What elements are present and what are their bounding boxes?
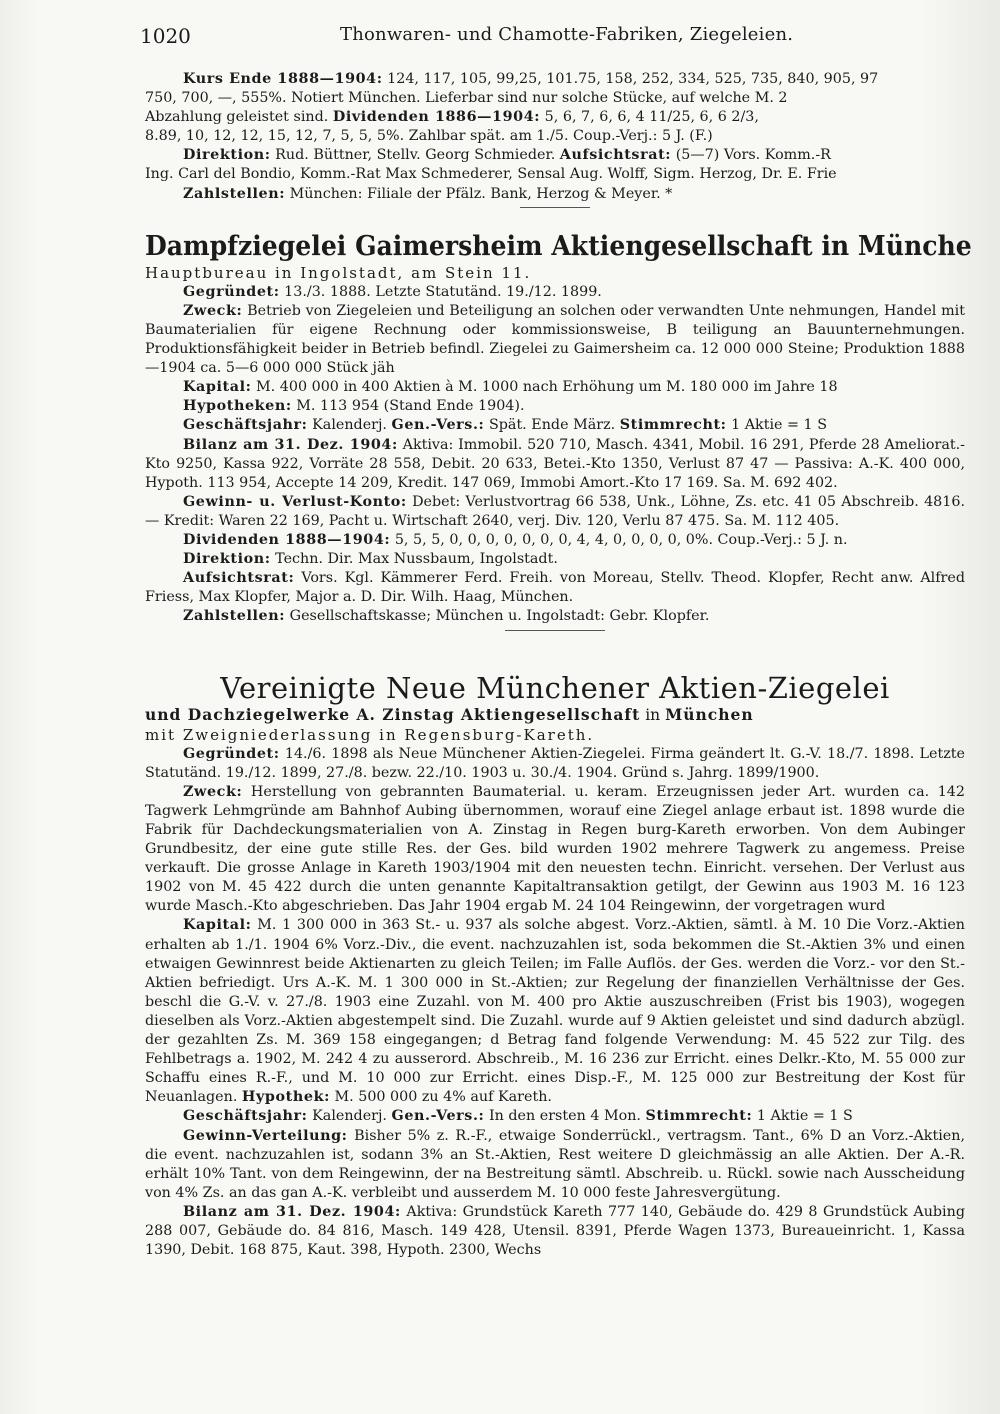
page-number: 1020 bbox=[140, 24, 191, 48]
zweck: Zweck: Herstellung von gebrannten Baumaterial. u. keram. Erzeugnissen jeder Art. wurden ca. 142 Tagwerk Lehmgründe am Bahnhof Aubing übernommen, worauf eine Ziegel anlage erbaut ist. 1898 wurde die Fabrik für Dachdeckungsmaterialien von A. Zinstag in Regen burg-Kareth erworben. Von dem Aubinger Grundbesitz, der eine gute stille Res. der Ges. bild wurden 1902 mehrere Tagwerk zu angemess. Preise verkauft. Die grosse Anlage in Kareth 1903/1904 mit den neuesten techn. Einricht. versehen. Der Verlust aus 1902 von M. 45 422 durch die unten genannte Kapitaltransaktion getilgt, der Gewinn aus 1903 M. 16 123 wurde Masch.-Kto abgeschrieben. Das Jahr 1904 ergab M. 24 104 Reingewinn, der vorgetragen wurd bbox=[145, 783, 965, 915]
hypotheken: Hypotheken: M. 113 954 (Stand Ende 1904). bbox=[183, 398, 525, 415]
aufsichtsrat-names: Ing. Carl del Bondio, Komm.-Rat Max Schmederer, Sensal Aug. Wolff, Sigm. Herzog, Dr. E. Frie bbox=[145, 166, 837, 183]
entry-continued-company bbox=[145, 70, 965, 208]
company-subtitle: mit Zweigniederlassung in Regensburg-Kareth. bbox=[145, 725, 595, 744]
bilanz: Bilanz am 31. Dez. 1904: Aktiva: Immobil. 520 710, Masch. 4341, Mobil. 16 291, Pferde 28 Ameliorat.-Kto 9250, Kassa 922, Vorräte 28 558, Debit. 20 633, Betei.-Kto 1350, Verlust 87 47 — Passiva: A.-K. 400 000, Hypoth. 113 954, Accepte 14 209, Kredit. 147 069, Immobi Amort.-Kto 17 169. Sa. M. 692 402. bbox=[145, 436, 965, 491]
page-header bbox=[140, 24, 960, 64]
bilanz: Bilanz am 31. Dez. 1904: Aktiva: Grundstück Kareth 777 140, Gebäude do. 429 8 Grundstück Aubing 288 007, Gebäude do. 84 816, Masch. 149 428, Utensil. 8391, Pferde Wagen 1373, Bureaueinricht. 1, Kassa 1390, Debit. 168 875, Kaut. 398, Hypoth. 2300, Wechs bbox=[145, 1203, 965, 1259]
dividenden-values: 8.89, 10, 12, 12, 15, 12, 7, 5, 5, 5%. Zahlbar spät. am 1./5. Coup.-Verj.: 5 J. (F.) bbox=[145, 128, 713, 145]
gewinn-verteilung: Gewinn-Verteilung: Bisher 5% z. R.-F., etwaige Sonderrückl., vertragsm. Tant., 6% D an Vorz.-Aktien, die event. nachzuzahlen ist, sodann 3% an St.-Aktien, Rest weitere D gleichmässig an alle Aktien. Der A.-R. erhält 10% Tant. von dem Reingewinn, der na Bestreitung sämtl. Abschreib. u. Rückl. sowie nach Ausscheidung von 4% Zs. an das gan A.-K. verbleibt und ausserdem M. 10 000 feste Jahresvergütung. bbox=[145, 1127, 965, 1201]
running-title: Thonwaren- und Chamotte-Fabriken, Ziegeleien. bbox=[340, 24, 794, 45]
geschaeftsjahr: Geschäftsjahr: Kalenderj. Gen.-Vers.: Spät. Ende März. Stimmrecht: 1 Aktie = 1 S bbox=[183, 417, 827, 434]
section-divider bbox=[520, 207, 590, 208]
gegruendet: Gegründet: 14./6. 1898 als Neue Münchener Aktien-Ziegelei. Firma geändert lt. G.-V. 18./7. 1898. Letzte Statutänd. 19./12. 1899, 27./8. bezw. 22./10. 1903 u. 30./4. 1904. Gründ s. Jahrg. 1899/1900. bbox=[145, 745, 965, 781]
zahlstellen-line: Zahlstellen: München: Filiale der Pfälz. Bank, Herzog & Meyer. * bbox=[183, 185, 673, 202]
company-title: Dampfziegelei Gaimersheim Aktiengesellschaft in Münche bbox=[145, 230, 972, 262]
company-title: Vereinigte Neue Münchener Aktien-Ziegelei bbox=[220, 671, 890, 706]
dividenden: Dividenden 1888—1904: 5, 5, 5, 0, 0, 0, 0, 0, 0, 0, 4, 4, 0, 0, 0, 0, 0%. Coup.-Verj.: 5 J. n. bbox=[183, 531, 848, 548]
company-title-line2: und Dachziegelwerke A. Zinstag Aktiengesellschaft in München bbox=[145, 705, 754, 725]
direktion: Direktion: Techn. Dir. Max Nussbaum, Ingolstadt. bbox=[183, 551, 558, 568]
kapital: Kapital: M. 400 000 in 400 Aktien à M. 1000 nach Erhöhung um M. 180 000 im Jahre 18 bbox=[183, 379, 838, 396]
dividenden-line: Abzahlung geleistet sind. Dividenden 1886—1904: 5, 6, 7, 6, 6, 4 11/25, 6, 6 2/3, bbox=[145, 109, 759, 126]
kurs-note: 750, 700, —, 555%. Notiert München. Lieferbar sind nur solche Stücke, auf welche M. 2 bbox=[145, 90, 788, 107]
kapital: Kapital: M. 1 300 000 in 363 St.- u. 937 als solche abgest. Vorz.-Aktien, sämtl. à M. 10 Die Vorz.-Aktien erhalten ab 1./1. 1904 6% Vorz.-Div., die event. nachzuzahlen ist, soda bekommen die St.-Aktien 3% und einen etwaigen Gewinnrest beide Aktienarten zu gleich Teilen; im Falle Auflös. der Ges. werden die Vorz.- vor den St.-Aktien befriedigt. Urs A.-K. M. 1 300 000 in St.-Aktien; zur Regelung der finanziellen Verhältnisse der Ges. beschl die G.-V. v. 27./8. 1903 eine Zuzahl. von M. 400 pro Aktie auszuschreiben (Frist bis 1903), wogegen dieselben als Vorz.-Aktien abgestempelt sind. Die Zuzahl. wurde auf 9 Aktien geleistet und sind dadurch abzügl. der gezahlten Zs. M. 369 158 eingegangen; d Betrag fand folgende Verwendung: M. 45 522 zur Tilg. des Fehlbetrags a. 1902, M. 242 4 zu ausserord. Abschreib., M. 16 236 zur Erricht. eines Delkr.-Kto, M. 55 000 zur Schaffu eines R.-F., und M. 10 000 zur Erricht. eines Disp.-F., M. 125 000 zur Bestreitung der Kost für Neuanlagen. Hypothek: M. 500 000 zu 4% auf Kareth. bbox=[145, 917, 965, 1106]
entry-gaimersheim bbox=[145, 230, 972, 632]
page-body bbox=[145, 70, 972, 1260]
section-divider bbox=[505, 630, 605, 631]
company-subtitle: Hauptbureau in Ingolstadt, am Stein 11. bbox=[145, 263, 532, 282]
zahlstellen: Zahlstellen: Gesellschaftskasse; München u. Ingolstadt: Gebr. Klopfer. bbox=[183, 608, 710, 625]
zweck: Zweck: Betrieb von Ziegeleien und Beteiligung an solchen oder verwandten Unte nehmungen, Handel mit Baumaterialien für eigene Rechnung oder kommissionsweise, B teiligung an Bauunternehmungen. Produktionsfähigkeit beider in Betrieb befindl. Ziegelei zu Gaimersheim ca. 12 000 000 Steine; Produktion 1888—1904 ca. 5—6 000 000 Stück jäh bbox=[145, 302, 966, 377]
direktion-line: Direktion: Rud. Büttner, Stellv. Georg Schmieder. Aufsichtsrat: (5—7) Vors. Komm.-R bbox=[183, 147, 831, 164]
aufsichtsrat: Aufsichtsrat: Vors. Kgl. Kämmerer Ferd. Freih. von Moreau, Stellv. Theod. Klopfer, Recht anw. Alfred Friess, Max Klopfer, Major a. D. Dir. Wilh. Haag, München. bbox=[145, 570, 965, 606]
entry-vereinigte-ziegelei bbox=[145, 671, 965, 1260]
geschaeftsjahr: Geschäftsjahr: Kalenderj. Gen.-Vers.: In den ersten 4 Mon. Stimmrecht: 1 Aktie = 1 S bbox=[183, 1108, 853, 1125]
kurs-line: Kurs Ende 1888—1904: 124, 117, 105, 99,25, 101.75, 158, 252, 334, 525, 735, 840, 905, 97 bbox=[183, 71, 879, 87]
gewinn-verlust-konto: Gewinn- u. Verlust-Konto: Debet: Verlustvortrag 66 538, Unk., Löhne, Zs. etc. 41 05 Abschreib. 4816. — Kredit: Waren 22 169, Pacht u. Wirtschaft 2640, verj. Div. 120, Verlu 87 475. Sa. M. 112 405. bbox=[145, 493, 966, 529]
gegruendet: Gegründet: 13./3. 1888. Letzte Statutänd. 19./12. 1899. bbox=[183, 283, 602, 300]
